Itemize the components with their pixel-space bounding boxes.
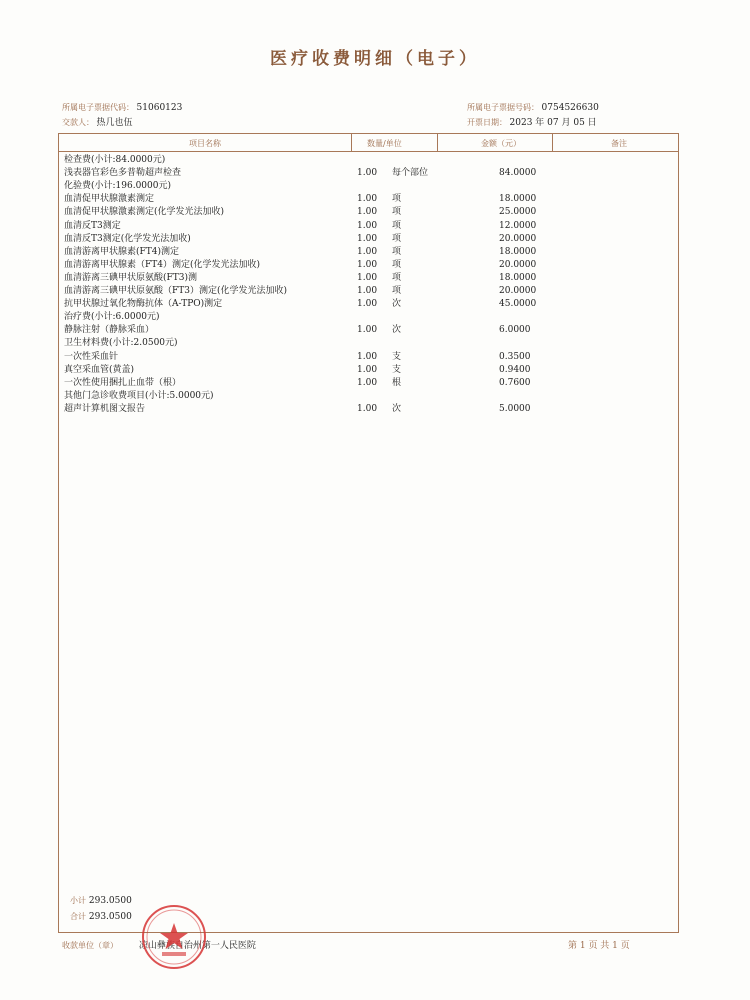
page-indicator: 第 1 页 共 1 页 — [568, 941, 630, 951]
total-label: 合计 — [70, 912, 86, 921]
item-name: 检查费(小计:84.0000元) — [64, 155, 166, 165]
item-name: 血清反T3测定(化学发光法加收) — [64, 233, 191, 244]
item-unit: 项 — [392, 194, 402, 205]
item-amount: 18.0000 — [499, 272, 537, 283]
item-amount: 6.0000 — [499, 325, 531, 336]
column-header-qty-unit: 数量/单位 — [367, 139, 402, 148]
total — [70, 911, 132, 922]
column-header-remark: 备注 — [611, 139, 627, 148]
item-qty: 1.00 — [357, 325, 378, 336]
item-unit: 次 — [392, 299, 402, 310]
star-seal-icon — [144, 907, 204, 967]
item-name: 卫生材料费(小计:2.0500元) — [64, 338, 178, 349]
item-name: 其他门急诊收费项目(小计:5.0000元) — [64, 390, 214, 401]
item-qty: 1.00 — [357, 168, 378, 179]
receipt-number-label: 所属电子票据号码： — [467, 103, 539, 112]
item-qty: 1.00 — [357, 351, 378, 362]
receipt-code — [62, 102, 182, 113]
issue-date-value: 2023 年 07 月 05 日 — [509, 118, 597, 128]
item-name: 抗甲状腺过氧化物酶抗体（A-TPO)测定 — [64, 299, 223, 310]
item-amount: 84.0000 — [499, 168, 537, 179]
item-amount: 0.3500 — [499, 351, 531, 362]
item-qty: 1.00 — [357, 207, 378, 218]
page-title: 医疗收费明细（电子） — [270, 49, 480, 69]
total-value: 293.0500 — [88, 912, 132, 922]
payer-value: 热几也伍 — [96, 118, 133, 128]
subtotal-value: 293.0500 — [88, 896, 132, 906]
item-amount: 20.0000 — [499, 286, 537, 296]
item-unit: 每个部位 — [392, 168, 429, 179]
column-header-item: 项目名称 — [189, 139, 221, 148]
item-qty: 1.00 — [357, 246, 378, 257]
item-name: 浅表器官彩色多普勒超声检查 — [64, 168, 182, 179]
item-name: 静脉注射（静脉采血） — [64, 325, 155, 336]
item-name: 一次性采血针 — [64, 351, 119, 362]
item-amount: 18.0000 — [499, 194, 537, 205]
item-name: 化验费(小计:196.0000元) — [64, 181, 171, 192]
item-unit: 支 — [392, 364, 402, 375]
item-name: 血清反T3测定 — [64, 220, 121, 231]
subtotal-label: 小计 — [70, 896, 86, 905]
item-name: 血清游离三碘甲状原氨酸（FT3）测定(化学发光法加收) — [64, 286, 287, 296]
item-name: 血清游离三碘甲状原氨酸(FT3)测 — [64, 272, 197, 283]
item-unit: 次 — [392, 325, 402, 336]
item-name: 血清游离甲状腺素(FT4)测定 — [64, 246, 179, 257]
item-amount: 20.0000 — [499, 259, 537, 270]
item-qty: 1.00 — [357, 377, 378, 388]
item-name: 真空采血管(黄盖) — [64, 364, 135, 375]
item-amount: 18.0000 — [499, 246, 537, 257]
item-qty: 1.00 — [357, 233, 378, 244]
table-header — [59, 134, 678, 152]
subtotal — [70, 895, 132, 906]
item-qty: 1.00 — [357, 286, 378, 296]
charges-table — [58, 133, 679, 933]
item-amount: 5.0000 — [499, 403, 531, 414]
payer-label: 交款人： — [62, 118, 94, 127]
receipt-number-value: 0754526630 — [541, 103, 599, 113]
item-qty: 1.00 — [357, 194, 378, 205]
receipt-number — [467, 102, 599, 113]
item-unit: 次 — [392, 403, 402, 414]
item-unit: 项 — [392, 233, 402, 244]
item-unit: 项 — [392, 286, 402, 296]
item-qty: 1.00 — [357, 259, 378, 270]
issue-date — [467, 115, 597, 128]
item-amount: 0.9400 — [499, 364, 531, 375]
item-name: 治疗费(小计:6.0000元) — [64, 312, 160, 323]
item-name: 超声计算机图文报告 — [64, 403, 146, 414]
item-qty: 1.00 — [357, 403, 378, 414]
item-unit: 项 — [392, 246, 402, 257]
item-name: 血清促甲状腺激素测定 — [64, 194, 155, 205]
payer — [62, 115, 133, 128]
item-amount: 25.0000 — [499, 207, 537, 218]
item-name: 血清游离甲状腺素（FT4）测定(化学发光法加收) — [64, 259, 260, 270]
item-amount: 45.0000 — [499, 299, 537, 310]
payee-value: 凉山彝族自治州第一人民医院 — [138, 941, 256, 951]
receipt-code-label: 所属电子票据代码： — [62, 103, 134, 112]
item-name: 血清促甲状腺激素测定(化学发光法加收) — [64, 207, 225, 218]
item-qty: 1.00 — [357, 272, 378, 283]
item-amount: 20.0000 — [499, 233, 537, 244]
receipt-code-value: 51060123 — [136, 103, 183, 113]
item-unit: 项 — [392, 220, 402, 231]
item-qty: 1.00 — [357, 220, 378, 231]
issue-date-label: 开票日期： — [467, 118, 507, 127]
item-qty: 1.00 — [357, 299, 378, 310]
item-unit: 项 — [392, 272, 402, 283]
hospital-seal — [142, 905, 206, 969]
item-name: 一次性使用捆扎止血带（根） — [64, 377, 182, 388]
item-unit: 支 — [392, 351, 402, 362]
item-unit: 根 — [392, 377, 402, 388]
item-unit: 项 — [392, 259, 402, 270]
item-amount: 12.0000 — [499, 220, 537, 231]
item-qty: 1.00 — [357, 364, 378, 375]
item-unit: 项 — [392, 207, 402, 218]
column-header-amount: 金额（元） — [481, 139, 521, 148]
item-amount: 0.7600 — [499, 377, 531, 388]
payee-label: 收款单位（章） — [62, 941, 118, 950]
